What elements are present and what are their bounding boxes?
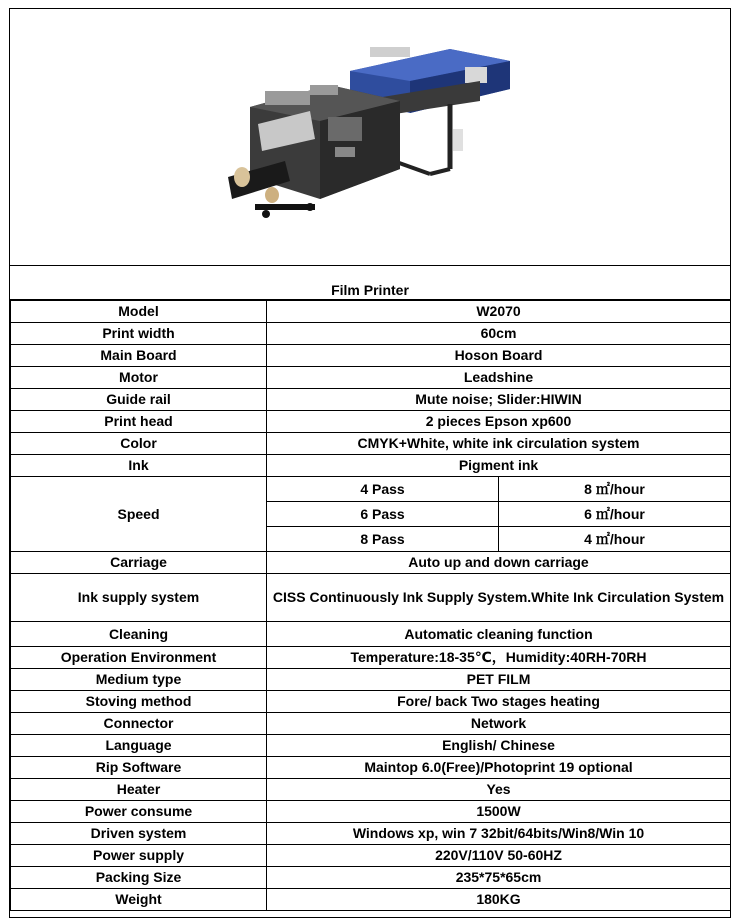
spec-value: 60cm xyxy=(267,323,731,345)
spec-value: W2070 xyxy=(267,301,731,323)
spec-value: Auto up and down carriage xyxy=(267,552,731,574)
spec-label: Color xyxy=(11,433,267,455)
spec-value: Maintop 6.0(Free)/Photoprint 19 optional xyxy=(267,757,731,779)
spec-value: 1500W xyxy=(267,801,731,823)
table-row xyxy=(11,433,731,455)
table-row xyxy=(11,669,731,691)
table-row xyxy=(11,801,731,823)
spec-label: Cleaning xyxy=(11,622,267,647)
spec-value: 2 pieces Epson xp600 xyxy=(267,411,731,433)
spec-value: Leadshine xyxy=(267,367,731,389)
spec-value: Network xyxy=(267,713,731,735)
spec-label: Ink xyxy=(11,455,267,477)
spec-label: Guide rail xyxy=(11,389,267,411)
table-row xyxy=(11,779,731,801)
spec-label: Speed xyxy=(11,477,267,552)
spec-value: Yes xyxy=(267,779,731,801)
table-row xyxy=(11,411,731,433)
spec-value: Temperature:18-35℃，Humidity:40RH-70RH xyxy=(267,647,731,669)
spec-label: Power supply xyxy=(11,845,267,867)
table-row xyxy=(11,845,731,867)
spec-value: Fore/ back Two stages heating xyxy=(267,691,731,713)
spec-sheet xyxy=(9,8,731,918)
spec-table xyxy=(10,300,731,911)
table-row xyxy=(11,455,731,477)
spec-value: Windows xp, win 7 32bit/64bits/Win8/Win 10 xyxy=(267,823,731,845)
spec-value: PET FILM xyxy=(267,669,731,691)
speed-rate: 6 ㎡/hour xyxy=(499,502,731,527)
table-row xyxy=(11,647,731,669)
spec-label: Packing Size xyxy=(11,867,267,889)
spec-label: Connector xyxy=(11,713,267,735)
spec-value: Hoson Board xyxy=(267,345,731,367)
spec-value: 180KG xyxy=(267,889,731,911)
table-row xyxy=(11,367,731,389)
spec-value: CMYK+White, white ink circulation system xyxy=(267,433,731,455)
spec-label: Driven system xyxy=(11,823,267,845)
table-row xyxy=(11,574,731,622)
spec-value: 235*75*65cm xyxy=(267,867,731,889)
spec-label: Model xyxy=(11,301,267,323)
spec-label: Heater xyxy=(11,779,267,801)
spec-value: CISS Continuously Ink Supply System.White Ink Circulation System xyxy=(267,574,731,622)
spec-value: Mute noise; Slider:HIWIN xyxy=(267,389,731,411)
table-row xyxy=(11,552,731,574)
spec-label: Weight xyxy=(11,889,267,911)
spec-value: Automatic cleaning function xyxy=(267,622,731,647)
spec-label: Print head xyxy=(11,411,267,433)
table-row xyxy=(11,301,731,323)
speed-rate: 4 ㎡/hour xyxy=(499,527,731,552)
table-row xyxy=(11,323,731,345)
table-row xyxy=(11,867,731,889)
table-row xyxy=(11,757,731,779)
powder-shaker-illustration xyxy=(228,85,400,218)
table-row-speed xyxy=(11,477,731,502)
spec-label: Operation Environment xyxy=(11,647,267,669)
spec-label: Motor xyxy=(11,367,267,389)
table-row xyxy=(11,823,731,845)
printer-image xyxy=(10,9,730,266)
table-row xyxy=(11,389,731,411)
table-row xyxy=(11,735,731,757)
spec-label: Ink supply system xyxy=(11,574,267,622)
spec-label: Medium type xyxy=(11,669,267,691)
product-image-area xyxy=(10,9,730,266)
spec-label: Language xyxy=(11,735,267,757)
spec-value: Pigment ink xyxy=(267,455,731,477)
spec-label: Power consume xyxy=(11,801,267,823)
table-row xyxy=(11,622,731,647)
spec-label: Print width xyxy=(11,323,267,345)
spec-label: Stoving method xyxy=(11,691,267,713)
speed-rate: 8 ㎡/hour xyxy=(499,477,731,502)
speed-pass: 6 Pass xyxy=(267,502,499,527)
page-title: Film Printer xyxy=(10,266,730,300)
speed-pass: 8 Pass xyxy=(267,527,499,552)
table-row xyxy=(11,889,731,911)
table-row xyxy=(11,713,731,735)
speed-pass: 4 Pass xyxy=(267,477,499,502)
spec-label: Rip Software xyxy=(11,757,267,779)
spec-value: English/ Chinese xyxy=(267,735,731,757)
spec-label: Carriage xyxy=(11,552,267,574)
spec-value: 220V/110V 50-60HZ xyxy=(267,845,731,867)
table-row xyxy=(11,345,731,367)
spec-label: Main Board xyxy=(11,345,267,367)
table-row xyxy=(11,691,731,713)
